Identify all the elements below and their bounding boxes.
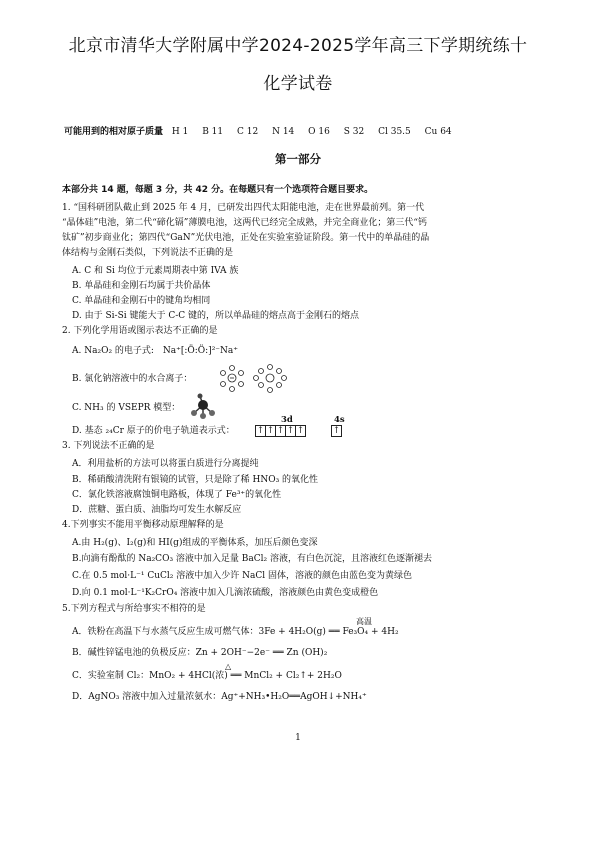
orbital-box: ↑ <box>296 426 305 436</box>
orbital-4s-label: 4s <box>334 415 345 425</box>
atomic-mass-item: C 12 <box>237 127 259 137</box>
q1-stem-line3: 钛矿”初步商业化；第四代“GaN”光伏电池，正处在实验室验证阶段。第一代中的单晶硅的晶 <box>62 233 430 243</box>
atomic-masses-label: 可能用到的相对原子质量 <box>64 127 164 137</box>
q2-option-a <box>72 346 238 357</box>
na2o2-electron-formula: Na⁺[:Ö:Ö:]²⁻Na⁺ <box>162 346 239 356</box>
orbital-box: ↑ <box>276 426 285 436</box>
hydrated-anion-cluster <box>254 365 287 393</box>
q5-option-a-condition: 高温 <box>356 617 372 626</box>
part-title: 第一部分 <box>275 152 321 166</box>
orbital-box: ↑ <box>256 426 265 436</box>
q4-option-c: C.在 0.5 mol·L⁻¹ CuCl₂ 溶液中加入少许 NaCl 固体，溶液的颜色由蓝色变为黄绿色 <box>72 571 412 581</box>
atomic-mass-item: H 1 <box>171 127 189 137</box>
q1-option-a: A. C 和 Si 均位于元素周期表中第 IVA 族 <box>72 266 239 276</box>
orbital-4s-boxes <box>332 425 342 437</box>
q5-option-c: C．实验室制 Cl₂：MnO₂ + 4HCl(浓) ══ MnCl₂ + Cl₂↑+ 2H₂O <box>72 671 342 681</box>
q5-stem: 5.下列方程式与所给事实不相符的是 <box>62 604 206 614</box>
q1-option-b: B. 单晶硅和金刚石均属于共价晶体 <box>72 281 211 291</box>
q3-option-a: A．利用盐析的方法可以将蛋白质进行分离提纯 <box>72 459 259 469</box>
q5-option-c-condition: △ <box>225 662 232 671</box>
atomic-masses-line <box>64 124 463 137</box>
q5-option-d: D．AgNO₃ 溶液中加入过量浓氨水：Ag⁺+NH₃•H₂O══AgOH↓+NH₄⁺ <box>72 692 367 702</box>
q2-option-a-text: A. Na₂O₂ 的电子式: <box>72 346 154 356</box>
hydrated-cation-cluster <box>221 366 244 392</box>
hydrated-ion-diagram <box>218 362 290 396</box>
atomic-mass-item: N 14 <box>272 127 295 137</box>
orbital-box: ↑ <box>286 426 295 436</box>
q1-stem-line2: “晶体硅”电池，第二代“碲化镉”薄膜电池，这两代已经完全成熟，并完全商业化；第三代“钙 <box>62 218 428 228</box>
nh3-vsepr-model <box>186 393 220 419</box>
orbital-box: ↑ <box>266 426 275 436</box>
orbital-3d-boxes <box>256 425 306 437</box>
orbital-box: ↑ <box>332 426 341 436</box>
q3-stem: 3. 下列说法不正确的是 <box>62 441 155 451</box>
q4-option-d: D.向 0.1 mol·L⁻¹K₂CrO₄ 溶液中加入几滴浓硫酸，溶液颜色由黄色变成橙色 <box>72 588 379 598</box>
atomic-mass-item: B 11 <box>202 127 224 137</box>
atomic-mass-item: O 16 <box>308 127 330 137</box>
q4-option-a: A.由 H₂(g)、I₂(g)和 HI(g)组成的平衡体系，加压后颜色变深 <box>72 538 318 548</box>
q5-option-a: A．铁粉在高温下与水蒸气反应生成可燃气体：3Fe + 4H₂O(g) ══ Fe₃O₄ + 4H₂ <box>72 627 399 637</box>
atomic-mass-item: S 32 <box>343 127 365 137</box>
orbital-3d-label: 3d <box>281 415 293 425</box>
q1-stem-line1: 1. “国科研团队截止到 2025 年 4 月，已研发出四代太阳能电池，走在世界最前列。第一代 <box>62 203 425 213</box>
atomic-mass-item: Cu 64 <box>424 127 452 137</box>
q2-option-c-text: C. NH₃ 的 VSEPR 模型： <box>72 403 181 413</box>
page-number: 1 <box>295 733 301 743</box>
q3-option-c: C．氯化铁溶液腐蚀铜电路板，体现了 Fe³⁺的氧化性 <box>72 490 282 500</box>
q4-option-b: B.向滴有酚酞的 Na₂CO₃ 溶液中加入足量 BaCl₂ 溶液，有白色沉淀，且溶液红色逐渐褪去 <box>72 554 432 564</box>
q3-option-d: D．蔗糖、蛋白质、油脂均可发生水解反应 <box>72 505 242 515</box>
q1-stem-line4: 体结构与金刚石类似，下列说法不正确的是 <box>62 248 234 258</box>
section-instructions: 本部分共 14 题，每题 3 分，共 42 分。在每题只有一个选项符合题目要求。 <box>62 185 374 195</box>
q2-stem: 2. 下列化学用语或图示表达不正确的是 <box>62 326 218 336</box>
q4-stem: 4.下列事实不能用平衡移动原理解释的是 <box>62 520 224 530</box>
q3-option-b: B．稀硝酸清洗附有银镜的试管，只是除了稀 HNO₃ 的氧化性 <box>72 475 319 485</box>
exam-title-line1: 北京市清华大学附属中学2024-2025学年高三下学期统练十 <box>68 36 528 56</box>
q2-option-d-text: D. 基态 ₂₄Cr 原子的价电子轨道表示式： <box>72 426 235 436</box>
q5-option-b: B．碱性锌锰电池的负极反应：Zn + 2OH⁻−2e⁻ ══ Zn (OH)₂ <box>72 648 328 658</box>
q1-option-d: D. 由于 Si-Si 键能大于 C-C 键的，所以单晶硅的熔点高于金刚石的熔点 <box>72 311 360 321</box>
atomic-mass-item: Cl 35.5 <box>378 127 411 137</box>
q1-option-c: C. 单晶硅和金刚石中的键角均相同 <box>72 296 211 306</box>
exam-title-line2: 化学试卷 <box>263 74 333 94</box>
q2-option-b-text: B. 氯化钠溶液中的水合离子： <box>72 374 193 384</box>
